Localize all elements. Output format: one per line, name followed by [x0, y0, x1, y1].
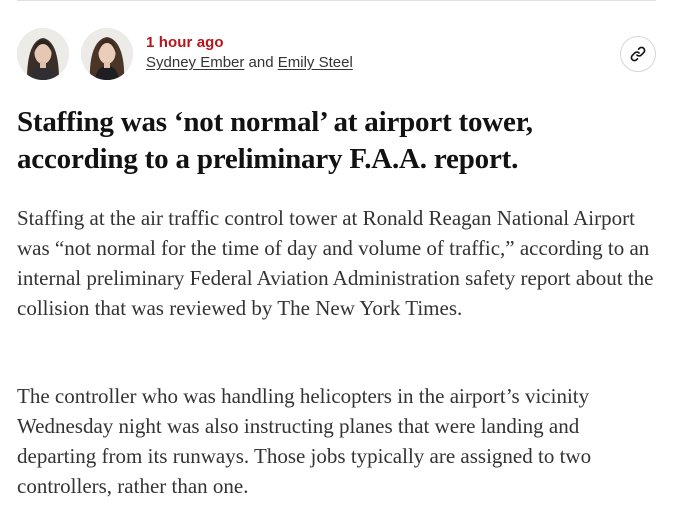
copy-link-button[interactable]: [620, 36, 656, 72]
author-link-sydney-ember[interactable]: Sydney Ember: [146, 54, 245, 71]
article-paragraph-2: The controller who was handling helicopters in the airport’s vicinity Wednesday night was also instructing planes that were landing and departing from its runways. Those jobs typically are assigned to two controllers, rather than one.: [17, 384, 592, 498]
byline-conjunction: and: [244, 54, 278, 71]
portrait-image-2: [81, 28, 133, 80]
portrait-image-1: [17, 28, 69, 80]
timestamp: 1 hour ago: [146, 34, 224, 51]
link-icon: [629, 45, 647, 63]
article-paragraph-1: Staffing at the air traffic control tower at Ronald Reagan National Airport was “not normal for the time of day and volume of traffic,” according to an internal preliminary Federal Aviation Administration safety report about the collision that was reviewed by The New York Times.: [17, 206, 654, 320]
byline-meta: [146, 34, 353, 73]
article-headline: Staffing was ‘not normal’ at airport tower, according to a preliminary F.A.A. report.: [17, 106, 533, 175]
author-link-emily-steel[interactable]: Emily Steel: [277, 54, 353, 71]
top-divider: [17, 0, 656, 1]
author-avatar-2[interactable]: [81, 28, 133, 80]
byline-authors: [146, 53, 353, 73]
author-avatar-1[interactable]: [17, 28, 69, 80]
byline-row: [17, 28, 656, 82]
